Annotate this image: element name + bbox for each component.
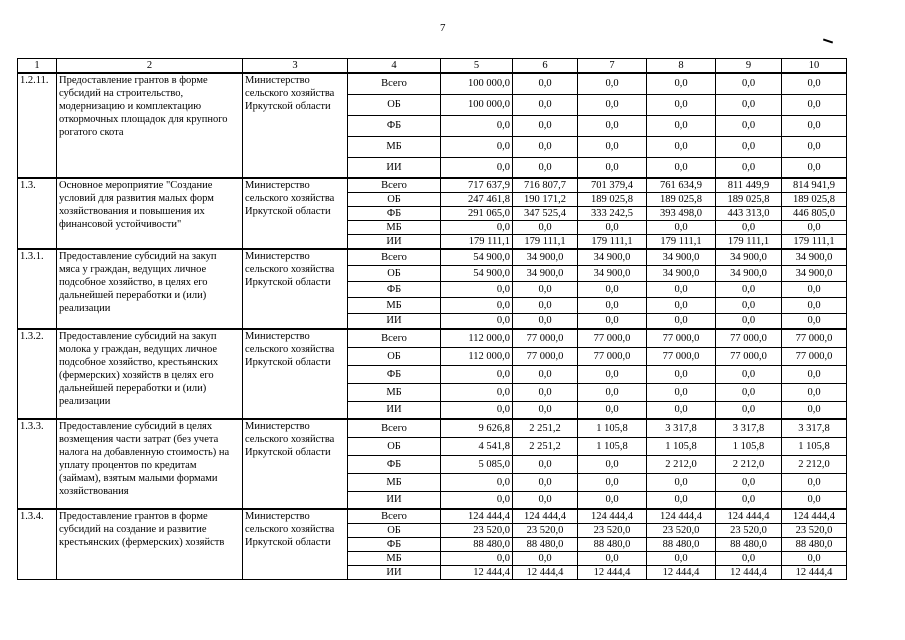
item-code: 1.3.3. xyxy=(18,419,57,509)
amount-cell: 0,0 xyxy=(716,136,782,157)
amount-cell: 0,0 xyxy=(647,365,716,383)
amount-cell: 0,0 xyxy=(441,313,513,329)
amount-cell: 77 000,0 xyxy=(716,347,782,365)
amount-cell: 124 444,4 xyxy=(441,509,513,524)
funding-source: ИИ xyxy=(348,157,441,178)
amount-cell: 77 000,0 xyxy=(578,347,647,365)
funding-source: ОБ xyxy=(348,347,441,365)
amount-cell: 12 444,4 xyxy=(578,566,647,580)
amount-cell: 0,0 xyxy=(578,73,647,94)
amount-cell: 77 000,0 xyxy=(716,329,782,347)
amount-cell: 0,0 xyxy=(647,383,716,401)
funding-source: ОБ xyxy=(348,193,441,207)
table-row xyxy=(18,178,847,193)
funding-source: Всего xyxy=(348,419,441,437)
amount-cell: 333 242,5 xyxy=(578,207,647,221)
amount-cell: 4 541,8 xyxy=(441,437,513,455)
amount-cell: 54 900,0 xyxy=(441,249,513,265)
amount-cell: 0,0 xyxy=(441,115,513,136)
amount-cell: 0,0 xyxy=(716,383,782,401)
funding-source: ИИ xyxy=(348,566,441,580)
amount-cell: 23 520,0 xyxy=(782,524,847,538)
amount-cell: 2 251,2 xyxy=(513,419,578,437)
amount-cell: 124 444,4 xyxy=(578,509,647,524)
amount-cell: 0,0 xyxy=(716,313,782,329)
amount-cell: 0,0 xyxy=(716,221,782,235)
amount-cell: 189 025,8 xyxy=(578,193,647,207)
amount-cell: 2 251,2 xyxy=(513,437,578,455)
item-code: 1.3.4. xyxy=(18,509,57,580)
amount-cell: 0,0 xyxy=(647,136,716,157)
amount-cell: 0,0 xyxy=(647,297,716,313)
amount-cell: 34 900,0 xyxy=(578,265,647,281)
amount-cell: 189 025,8 xyxy=(647,193,716,207)
amount-cell: 0,0 xyxy=(578,383,647,401)
amount-cell: 811 449,9 xyxy=(716,178,782,193)
responsible-org: Министерство сельского хозяйства Иркутской области xyxy=(243,73,348,178)
amount-cell: 0,0 xyxy=(716,401,782,419)
amount-cell: 9 626,8 xyxy=(441,419,513,437)
amount-cell: 1 105,8 xyxy=(716,437,782,455)
amount-cell: 0,0 xyxy=(441,383,513,401)
amount-cell: 12 444,4 xyxy=(716,566,782,580)
amount-cell: 12 444,4 xyxy=(782,566,847,580)
table-row xyxy=(18,73,847,94)
amount-cell: 34 900,0 xyxy=(647,249,716,265)
amount-cell: 0,0 xyxy=(578,157,647,178)
amount-cell: 247 461,8 xyxy=(441,193,513,207)
funding-source: МБ xyxy=(348,473,441,491)
item-code: 1.3. xyxy=(18,178,57,249)
amount-cell: 189 025,8 xyxy=(782,193,847,207)
amount-cell: 0,0 xyxy=(716,297,782,313)
amount-cell: 1 105,8 xyxy=(782,437,847,455)
amount-cell: 0,0 xyxy=(716,365,782,383)
amount-cell: 23 520,0 xyxy=(647,524,716,538)
table-body xyxy=(18,73,847,580)
amount-cell: 2 212,0 xyxy=(647,455,716,473)
responsible-org: Министерство сельского хозяйства Иркутской области xyxy=(243,509,348,580)
funding-source: ОБ xyxy=(348,524,441,538)
amount-cell: 0,0 xyxy=(513,313,578,329)
amount-cell: 0,0 xyxy=(647,281,716,297)
amount-cell: 0,0 xyxy=(647,491,716,509)
amount-cell: 0,0 xyxy=(716,491,782,509)
amount-cell: 0,0 xyxy=(441,297,513,313)
funding-source: ФБ xyxy=(348,455,441,473)
amount-cell: 0,0 xyxy=(782,297,847,313)
amount-cell: 0,0 xyxy=(578,365,647,383)
amount-cell: 124 444,4 xyxy=(513,509,578,524)
amount-cell: 0,0 xyxy=(513,157,578,178)
column-header: 8 xyxy=(647,59,716,74)
amount-cell: 0,0 xyxy=(782,552,847,566)
responsible-org: Министерство сельского хозяйства Иркутской области xyxy=(243,329,348,419)
amount-cell: 0,0 xyxy=(647,401,716,419)
amount-cell: 34 900,0 xyxy=(716,249,782,265)
amount-cell: 124 444,4 xyxy=(782,509,847,524)
funding-source: Всего xyxy=(348,73,441,94)
amount-cell: 0,0 xyxy=(441,157,513,178)
amount-cell: 446 805,0 xyxy=(782,207,847,221)
column-header: 1 xyxy=(18,59,57,74)
amount-cell: 77 000,0 xyxy=(782,329,847,347)
amount-cell: 0,0 xyxy=(441,221,513,235)
amount-cell: 0,0 xyxy=(441,136,513,157)
amount-cell: 0,0 xyxy=(716,94,782,115)
amount-cell: 0,0 xyxy=(513,473,578,491)
amount-cell: 77 000,0 xyxy=(513,347,578,365)
amount-cell: 717 637,9 xyxy=(441,178,513,193)
amount-cell: 34 900,0 xyxy=(578,249,647,265)
amount-cell: 0,0 xyxy=(513,297,578,313)
amount-cell: 0,0 xyxy=(513,491,578,509)
item-code: 1.2.11. xyxy=(18,73,57,178)
amount-cell: 112 000,0 xyxy=(441,329,513,347)
amount-cell: 0,0 xyxy=(441,491,513,509)
table-row xyxy=(18,329,847,347)
budget-table xyxy=(17,58,847,580)
amount-cell: 3 317,8 xyxy=(782,419,847,437)
amount-cell: 77 000,0 xyxy=(647,329,716,347)
amount-cell: 0,0 xyxy=(441,281,513,297)
funding-source: ИИ xyxy=(348,313,441,329)
amount-cell: 0,0 xyxy=(782,136,847,157)
funding-source: ИИ xyxy=(348,401,441,419)
amount-cell: 0,0 xyxy=(647,313,716,329)
amount-cell: 34 900,0 xyxy=(647,265,716,281)
amount-cell: 0,0 xyxy=(578,552,647,566)
amount-cell: 179 111,1 xyxy=(513,235,578,250)
amount-cell: 0,0 xyxy=(716,115,782,136)
amount-cell: 0,0 xyxy=(513,365,578,383)
funding-source: ОБ xyxy=(348,94,441,115)
amount-cell: 0,0 xyxy=(647,221,716,235)
amount-cell: 443 313,0 xyxy=(716,207,782,221)
amount-cell: 0,0 xyxy=(647,473,716,491)
amount-cell: 0,0 xyxy=(513,401,578,419)
amount-cell: 0,0 xyxy=(782,115,847,136)
amount-cell: 0,0 xyxy=(647,552,716,566)
amount-cell: 0,0 xyxy=(513,552,578,566)
item-code: 1.3.1. xyxy=(18,249,57,329)
amount-cell: 5 085,0 xyxy=(441,455,513,473)
amount-cell: 701 379,4 xyxy=(578,178,647,193)
amount-cell: 0,0 xyxy=(782,383,847,401)
amount-cell: 0,0 xyxy=(647,115,716,136)
funding-source: ОБ xyxy=(348,437,441,455)
amount-cell: 0,0 xyxy=(782,401,847,419)
amount-cell: 88 480,0 xyxy=(647,538,716,552)
item-name: Предоставление грантов в форме субсидий на строительство, модернизацию и комплектацию откормочных площадок для крупного рогатого скота xyxy=(57,73,243,178)
funding-source: ФБ xyxy=(348,115,441,136)
amount-cell: 100 000,0 xyxy=(441,73,513,94)
amount-cell: 0,0 xyxy=(441,365,513,383)
amount-cell: 0,0 xyxy=(441,473,513,491)
amount-cell: 23 520,0 xyxy=(441,524,513,538)
amount-cell: 34 900,0 xyxy=(782,265,847,281)
amount-cell: 190 171,2 xyxy=(513,193,578,207)
amount-cell: 124 444,4 xyxy=(647,509,716,524)
amount-cell: 0,0 xyxy=(578,297,647,313)
funding-source: ОБ xyxy=(348,265,441,281)
amount-cell: 0,0 xyxy=(441,401,513,419)
amount-cell: 100 000,0 xyxy=(441,94,513,115)
funding-source: ФБ xyxy=(348,207,441,221)
amount-cell: 0,0 xyxy=(513,94,578,115)
amount-cell: 0,0 xyxy=(716,157,782,178)
funding-source: ФБ xyxy=(348,281,441,297)
amount-cell: 0,0 xyxy=(716,281,782,297)
item-name: Предоставление грантов в форме субсидий на создание и развитие крестьянских (фермерских) хозяйств xyxy=(57,509,243,580)
header-row xyxy=(18,59,847,74)
funding-source: МБ xyxy=(348,221,441,235)
funding-source: МБ xyxy=(348,136,441,157)
amount-cell: 0,0 xyxy=(578,455,647,473)
amount-cell: 77 000,0 xyxy=(782,347,847,365)
funding-source: МБ xyxy=(348,297,441,313)
column-header: 9 xyxy=(716,59,782,74)
item-code: 1.3.2. xyxy=(18,329,57,419)
amount-cell: 1 105,8 xyxy=(647,437,716,455)
column-header: 3 xyxy=(243,59,348,74)
amount-cell: 0,0 xyxy=(513,73,578,94)
amount-cell: 0,0 xyxy=(782,473,847,491)
responsible-org: Министерство сельского хозяйства Иркутской области xyxy=(243,249,348,329)
amount-cell: 1 105,8 xyxy=(578,419,647,437)
amount-cell: 814 941,9 xyxy=(782,178,847,193)
amount-cell: 291 065,0 xyxy=(441,207,513,221)
item-name: Предоставление субсидий в целях возмещения части затрат (без учета налога на добавленную стоимость) на уплату процентов по кредитам (займам), взятым малыми формами хозяйствования xyxy=(57,419,243,509)
amount-cell: 12 444,4 xyxy=(647,566,716,580)
amount-cell: 0,0 xyxy=(513,455,578,473)
amount-cell: 88 480,0 xyxy=(513,538,578,552)
column-header: 6 xyxy=(513,59,578,74)
amount-cell: 0,0 xyxy=(578,401,647,419)
amount-cell: 0,0 xyxy=(782,157,847,178)
responsible-org: Министерство сельского хозяйства Иркутской области xyxy=(243,178,348,249)
amount-cell: 23 520,0 xyxy=(578,524,647,538)
scan-mark xyxy=(823,39,833,44)
amount-cell: 77 000,0 xyxy=(513,329,578,347)
amount-cell: 0,0 xyxy=(578,313,647,329)
amount-cell: 12 444,4 xyxy=(441,566,513,580)
amount-cell: 0,0 xyxy=(782,313,847,329)
amount-cell: 716 807,7 xyxy=(513,178,578,193)
amount-cell: 0,0 xyxy=(716,73,782,94)
column-header: 2 xyxy=(57,59,243,74)
amount-cell: 0,0 xyxy=(782,365,847,383)
column-header: 5 xyxy=(441,59,513,74)
amount-cell: 88 480,0 xyxy=(716,538,782,552)
amount-cell: 0,0 xyxy=(513,136,578,157)
funding-source: Всего xyxy=(348,509,441,524)
amount-cell: 0,0 xyxy=(716,473,782,491)
funding-source: ИИ xyxy=(348,491,441,509)
amount-cell: 0,0 xyxy=(578,136,647,157)
amount-cell: 0,0 xyxy=(441,552,513,566)
amount-cell: 0,0 xyxy=(716,552,782,566)
amount-cell: 2 212,0 xyxy=(716,455,782,473)
amount-cell: 0,0 xyxy=(782,73,847,94)
amount-cell: 34 900,0 xyxy=(513,265,578,281)
amount-cell: 88 480,0 xyxy=(441,538,513,552)
amount-cell: 0,0 xyxy=(578,115,647,136)
responsible-org: Министерство сельского хозяйства Иркутской области xyxy=(243,419,348,509)
amount-cell: 1 105,8 xyxy=(578,437,647,455)
amount-cell: 0,0 xyxy=(578,94,647,115)
amount-cell: 34 900,0 xyxy=(513,249,578,265)
amount-cell: 23 520,0 xyxy=(513,524,578,538)
funding-source: Всего xyxy=(348,178,441,193)
amount-cell: 393 498,0 xyxy=(647,207,716,221)
item-name: Основное мероприятие "Создание условий для развития малых форм хозяйствования и повышения их финансовой устойчивости" xyxy=(57,178,243,249)
amount-cell: 34 900,0 xyxy=(716,265,782,281)
amount-cell: 0,0 xyxy=(513,115,578,136)
funding-source: ФБ xyxy=(348,538,441,552)
amount-cell: 54 900,0 xyxy=(441,265,513,281)
table-row xyxy=(18,509,847,524)
column-header: 7 xyxy=(578,59,647,74)
amount-cell: 0,0 xyxy=(647,94,716,115)
amount-cell: 0,0 xyxy=(647,73,716,94)
funding-source: Всего xyxy=(348,249,441,265)
funding-source: ИИ xyxy=(348,235,441,250)
column-header: 4 xyxy=(348,59,441,74)
amount-cell: 0,0 xyxy=(578,281,647,297)
amount-cell: 179 111,1 xyxy=(716,235,782,250)
amount-cell: 179 111,1 xyxy=(782,235,847,250)
amount-cell: 112 000,0 xyxy=(441,347,513,365)
amount-cell: 124 444,4 xyxy=(716,509,782,524)
amount-cell: 0,0 xyxy=(513,281,578,297)
amount-cell: 0,0 xyxy=(578,491,647,509)
amount-cell: 179 111,1 xyxy=(578,235,647,250)
amount-cell: 88 480,0 xyxy=(782,538,847,552)
column-header: 10 xyxy=(782,59,847,74)
amount-cell: 0,0 xyxy=(513,221,578,235)
funding-source: ФБ xyxy=(348,365,441,383)
amount-cell: 0,0 xyxy=(647,157,716,178)
amount-cell: 179 111,1 xyxy=(647,235,716,250)
amount-cell: 0,0 xyxy=(782,221,847,235)
amount-cell: 34 900,0 xyxy=(782,249,847,265)
amount-cell: 3 317,8 xyxy=(647,419,716,437)
amount-cell: 761 634,9 xyxy=(647,178,716,193)
amount-cell: 77 000,0 xyxy=(578,329,647,347)
amount-cell: 88 480,0 xyxy=(578,538,647,552)
amount-cell: 77 000,0 xyxy=(647,347,716,365)
page-number: 7 xyxy=(440,22,446,34)
item-name: Предоставление субсидий на закуп молока у граждан, ведущих личное подсобное хозяйство, крестьянских (фермерских) хозяйств в целях его дальнейшей переработки и (или) реализации xyxy=(57,329,243,419)
amount-cell: 189 025,8 xyxy=(716,193,782,207)
amount-cell: 0,0 xyxy=(782,94,847,115)
amount-cell: 3 317,8 xyxy=(716,419,782,437)
item-name: Предоставление субсидий на закуп мяса у граждан, ведущих личное подсобное хозяйство, в целях его дальнейшей переработки и (или) реализации xyxy=(57,249,243,329)
funding-source: Всего xyxy=(348,329,441,347)
amount-cell: 0,0 xyxy=(578,221,647,235)
funding-source: МБ xyxy=(348,383,441,401)
table-row xyxy=(18,249,847,265)
amount-cell: 0,0 xyxy=(782,281,847,297)
amount-cell: 347 525,4 xyxy=(513,207,578,221)
amount-cell: 0,0 xyxy=(578,473,647,491)
table-row xyxy=(18,419,847,437)
amount-cell: 0,0 xyxy=(782,491,847,509)
amount-cell: 179 111,1 xyxy=(441,235,513,250)
amount-cell: 0,0 xyxy=(513,383,578,401)
funding-source: МБ xyxy=(348,552,441,566)
amount-cell: 12 444,4 xyxy=(513,566,578,580)
amount-cell: 23 520,0 xyxy=(716,524,782,538)
amount-cell: 2 212,0 xyxy=(782,455,847,473)
